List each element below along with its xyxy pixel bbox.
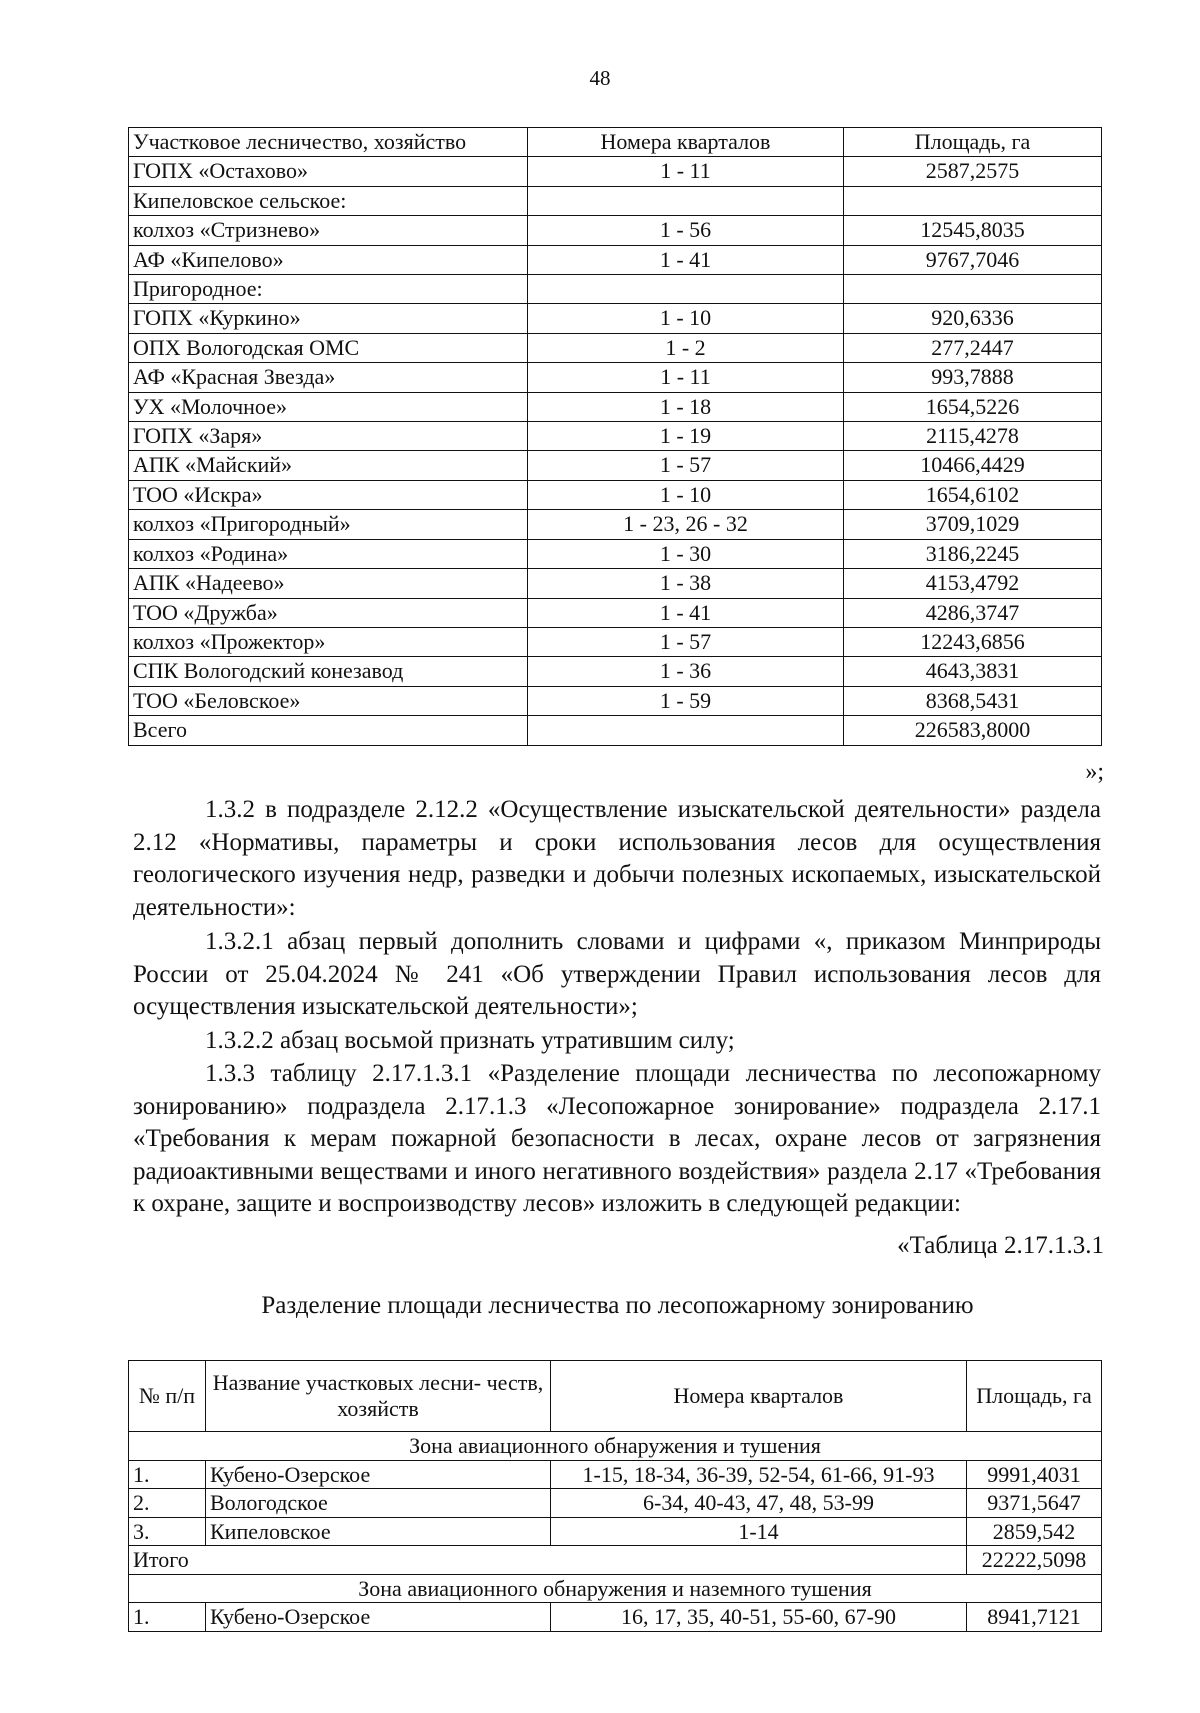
header-quarters: Номера кварталов bbox=[551, 1361, 967, 1432]
table-row bbox=[129, 216, 1102, 245]
row-num: 1. bbox=[129, 1460, 206, 1489]
table-row bbox=[129, 186, 1102, 215]
row-quarters: 1 - 11 bbox=[528, 157, 844, 186]
table-label: «Таблица 2.17.1.3.1 bbox=[897, 1232, 1104, 1259]
row-quarters: 6-34, 40-43, 47, 48, 53-99 bbox=[551, 1489, 967, 1518]
zone-title: Зона авиационного обнаружения и наземного тушения bbox=[129, 1574, 1102, 1603]
page-number: 48 bbox=[589, 66, 611, 90]
row-quarters: 1 - 41 bbox=[528, 598, 844, 627]
row-forestry: АФ «Красная Звезда» bbox=[129, 363, 528, 392]
row-area: 2115,4278 bbox=[844, 422, 1102, 451]
row-area bbox=[844, 275, 1102, 304]
row-quarters: 1 - 59 bbox=[528, 686, 844, 715]
table-row bbox=[129, 510, 1102, 539]
row-area: 8368,5431 bbox=[844, 686, 1102, 715]
row-num: 3. bbox=[129, 1517, 206, 1546]
row-quarters: 1 - 10 bbox=[528, 480, 844, 509]
forestry-area-table bbox=[128, 127, 1102, 746]
table-row bbox=[129, 657, 1102, 686]
row-forestry: УХ «Молочное» bbox=[129, 392, 528, 421]
row-name: Кипеловское bbox=[206, 1517, 551, 1546]
zone-title: Зона авиационного обнаружения и тушения bbox=[129, 1432, 1102, 1461]
table-header-row bbox=[129, 1361, 1102, 1432]
row-forestry: колхоз «Пригородный» bbox=[129, 510, 528, 539]
row-quarters: 1 - 18 bbox=[528, 392, 844, 421]
row-quarters: 1 - 57 bbox=[528, 451, 844, 480]
row-name: Кубено-Озерское bbox=[206, 1603, 551, 1632]
table-row bbox=[129, 451, 1102, 480]
row-quarters bbox=[528, 275, 844, 304]
row-area: 4286,3747 bbox=[844, 598, 1102, 627]
row-area bbox=[844, 186, 1102, 215]
row-forestry: СПК Вологодский конезавод bbox=[129, 657, 528, 686]
row-quarters: 1 - 30 bbox=[528, 539, 844, 568]
row-quarters: 1 - 38 bbox=[528, 569, 844, 598]
table-row bbox=[129, 598, 1102, 627]
row-area: 3709,1029 bbox=[844, 510, 1102, 539]
row-num: 2. bbox=[129, 1489, 206, 1518]
table-row bbox=[129, 422, 1102, 451]
table-row bbox=[129, 480, 1102, 509]
row-area: 8941,7121 bbox=[967, 1603, 1102, 1632]
closing-quote: »; bbox=[1085, 759, 1104, 785]
table-row bbox=[129, 1460, 1102, 1489]
row-forestry: АФ «Кипелово» bbox=[129, 245, 528, 274]
table-row bbox=[129, 1517, 1102, 1546]
table-row bbox=[129, 392, 1102, 421]
row-forestry: колхоз «Родина» bbox=[129, 539, 528, 568]
row-quarters bbox=[528, 186, 844, 215]
paragraph-1-3-3: 1.3.3 таблицу 2.17.1.3.1 «Разделение площади лесничества по лесопожарному зонированию» подраздела 2.17.1.3 «Лесопожарное зонирование» подраздела 2.17.1 «Требования к мерам пожарной безопасности в лесах, охране лесов от загрязнения радиоактивными веществами и иного негативного воздействия» раздела 2.17 «Требования к охране, защите и воспроизводству лесов» изложить в следующей редакции: bbox=[133, 1060, 1101, 1218]
row-forestry: Пригородное: bbox=[129, 275, 528, 304]
table-row bbox=[129, 569, 1102, 598]
row-forestry: ТОО «Искра» bbox=[129, 480, 528, 509]
paragraph-1-3-2-2: 1.3.2.2 абзац восьмой признать утратившим силу; bbox=[205, 1027, 735, 1054]
table-row bbox=[129, 363, 1102, 392]
fire-zoning-table-body bbox=[129, 1361, 1102, 1632]
zone-row bbox=[129, 1574, 1102, 1603]
row-area: 4153,4792 bbox=[844, 569, 1102, 598]
row-area: 9991,4031 bbox=[967, 1460, 1102, 1489]
row-area: 10466,4429 bbox=[844, 451, 1102, 480]
header-area: Площадь, га bbox=[844, 128, 1102, 157]
row-quarters: 1 - 57 bbox=[528, 627, 844, 656]
header-num: № п/п bbox=[129, 1361, 206, 1432]
header-area: Площадь, га bbox=[967, 1361, 1102, 1432]
table-row bbox=[129, 1603, 1102, 1632]
row-area: 1654,5226 bbox=[844, 392, 1102, 421]
row-forestry: АПК «Майский» bbox=[129, 451, 528, 480]
row-area: 4643,3831 bbox=[844, 657, 1102, 686]
row-area: 920,6336 bbox=[844, 304, 1102, 333]
row-quarters: 1-15, 18-34, 36-39, 52-54, 61-66, 91-93 bbox=[551, 1460, 967, 1489]
row-quarters: 1 - 19 bbox=[528, 422, 844, 451]
table-row bbox=[129, 245, 1102, 274]
row-area: 226583,8000 bbox=[844, 716, 1102, 745]
row-forestry: ТОО «Дружба» bbox=[129, 598, 528, 627]
total-row bbox=[129, 1546, 1102, 1575]
row-area: 1654,6102 bbox=[844, 480, 1102, 509]
table-row bbox=[129, 716, 1102, 745]
row-quarters: 16, 17, 35, 40-51, 55-60, 67-90 bbox=[551, 1603, 967, 1632]
table-row bbox=[129, 627, 1102, 656]
row-forestry: ГОПХ «Заря» bbox=[129, 422, 528, 451]
row-forestry: ГОПХ «Куркино» bbox=[129, 304, 528, 333]
forestry-area-table-body bbox=[129, 128, 1102, 746]
total-value: 22222,5098 bbox=[967, 1546, 1102, 1575]
table-row bbox=[129, 1489, 1102, 1518]
table-row bbox=[129, 275, 1102, 304]
table-header-row bbox=[129, 128, 1102, 157]
row-quarters: 1 - 10 bbox=[528, 304, 844, 333]
row-quarters: 1-14 bbox=[551, 1517, 967, 1546]
row-forestry: Всего bbox=[129, 716, 528, 745]
table-row bbox=[129, 686, 1102, 715]
row-area: 12243,6856 bbox=[844, 627, 1102, 656]
row-area: 9767,7046 bbox=[844, 245, 1102, 274]
header-quarters: Номера кварталов bbox=[528, 128, 844, 157]
row-quarters: 1 - 2 bbox=[528, 333, 844, 362]
row-area: 3186,2245 bbox=[844, 539, 1102, 568]
row-quarters: 1 - 41 bbox=[528, 245, 844, 274]
row-quarters: 1 - 11 bbox=[528, 363, 844, 392]
row-forestry: АПК «Надеево» bbox=[129, 569, 528, 598]
row-quarters bbox=[528, 716, 844, 745]
row-quarters: 1 - 56 bbox=[528, 216, 844, 245]
header-forestry: Участковое лесничество, хозяйство bbox=[129, 128, 528, 157]
row-area: 277,2447 bbox=[844, 333, 1102, 362]
total-label: Итого bbox=[129, 1546, 967, 1575]
header-name: Название участковых лесни- честв, хозяйств bbox=[206, 1361, 551, 1432]
table-row bbox=[129, 304, 1102, 333]
row-num: 1. bbox=[129, 1603, 206, 1632]
row-forestry: колхоз «Стризнево» bbox=[129, 216, 528, 245]
row-area: 12545,8035 bbox=[844, 216, 1102, 245]
row-forestry: Кипеловское сельское: bbox=[129, 186, 528, 215]
row-quarters: 1 - 36 bbox=[528, 657, 844, 686]
row-forestry: ТОО «Беловское» bbox=[129, 686, 528, 715]
table-row bbox=[129, 157, 1102, 186]
row-forestry: ГОПХ «Остахово» bbox=[129, 157, 528, 186]
table-caption: Разделение площади лесничества по лесопожарному зонированию bbox=[261, 1292, 974, 1319]
row-area: 2587,2575 bbox=[844, 157, 1102, 186]
row-forestry: колхоз «Прожектор» bbox=[129, 627, 528, 656]
zone-row bbox=[129, 1432, 1102, 1461]
row-area: 9371,5647 bbox=[967, 1489, 1102, 1518]
table-row bbox=[129, 539, 1102, 568]
fire-zoning-table bbox=[128, 1360, 1102, 1632]
paragraph-1-3-2-1: 1.3.2.1 абзац первый дополнить словами и цифрами «, приказом Минприроды России от 25.04.2024 № 241 «Об утверждении Правил использования лесов для осуществления изыскательской деятельности»; bbox=[133, 928, 1101, 1021]
paragraph-1-3-2: 1.3.2 в подразделе 2.12.2 «Осуществление изыскательской деятельности» раздела 2.12 «Нормативы, параметры и сроки использования лесов для осуществления геологического изучения недр, разведки и добычи полезных ископаемых, изыскательской деятельности»: bbox=[133, 796, 1101, 921]
row-area: 2859,542 bbox=[967, 1517, 1102, 1546]
row-quarters: 1 - 23, 26 - 32 bbox=[528, 510, 844, 539]
row-name: Кубено-Озерское bbox=[206, 1460, 551, 1489]
table-row bbox=[129, 333, 1102, 362]
row-name: Вологодское bbox=[206, 1489, 551, 1518]
row-area: 993,7888 bbox=[844, 363, 1102, 392]
row-forestry: ОПХ Вологодская ОМС bbox=[129, 333, 528, 362]
